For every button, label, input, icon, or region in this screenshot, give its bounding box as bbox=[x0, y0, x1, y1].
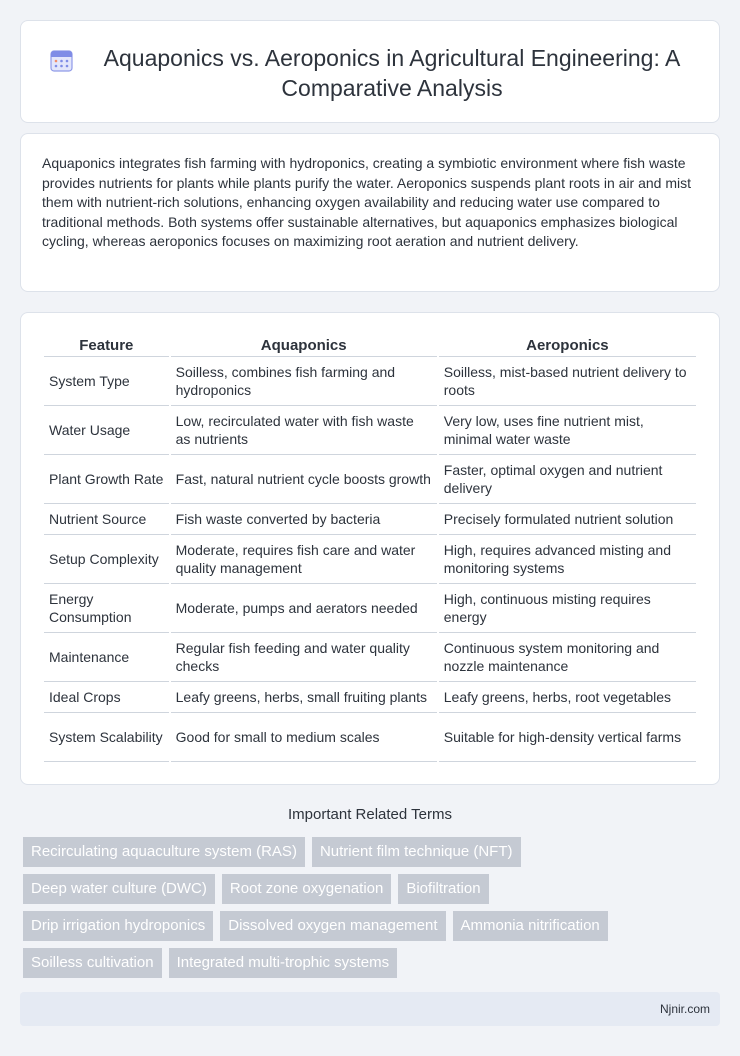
footer-site-link[interactable]: Njnir.com bbox=[659, 1002, 710, 1016]
title-card bbox=[20, 20, 720, 123]
comparison-table-card bbox=[20, 312, 720, 785]
table-cell: Continuous system monitoring and nozzle maintenance bbox=[439, 633, 696, 682]
table-cell: High, requires advanced misting and monitoring systems bbox=[439, 535, 696, 584]
table-header-row bbox=[44, 333, 696, 357]
table-cell: Fast, natural nutrient cycle boosts growth bbox=[171, 455, 437, 504]
table-cell: High, continuous misting requires energy bbox=[439, 584, 696, 633]
intro-card bbox=[20, 133, 720, 292]
table-cell: Very low, uses fine nutrient mist, minimal water waste bbox=[439, 406, 696, 455]
calendar-grid-icon bbox=[49, 48, 74, 73]
term-tag[interactable]: Recirculating aquaculture system (RAS) bbox=[23, 837, 305, 867]
table-row bbox=[44, 633, 696, 682]
header-aquaponics: Aquaponics bbox=[171, 333, 437, 357]
related-terms-tags bbox=[23, 837, 723, 985]
table-row bbox=[44, 682, 696, 713]
term-tag[interactable]: Drip irrigation hydroponics bbox=[23, 911, 213, 941]
tag-row bbox=[23, 911, 723, 941]
table-row bbox=[44, 357, 696, 406]
table-cell: Setup Complexity bbox=[44, 535, 169, 584]
table-cell: Low, recirculated water with fish waste as nutrients bbox=[171, 406, 437, 455]
table-row bbox=[44, 713, 696, 762]
table-cell: Nutrient Source bbox=[44, 504, 169, 535]
table-cell: Fish waste converted by bacteria bbox=[171, 504, 437, 535]
table-row bbox=[44, 504, 696, 535]
table-cell: Leafy greens, herbs, small fruiting plants bbox=[171, 682, 437, 713]
table-cell: Moderate, requires fish care and water quality management bbox=[171, 535, 437, 584]
table-cell: Suitable for high-density vertical farms bbox=[439, 713, 696, 762]
table-cell: Energy Consumption bbox=[44, 584, 169, 633]
related-terms-title: Important Related Terms bbox=[288, 806, 452, 823]
table-cell: Regular fish feeding and water quality checks bbox=[171, 633, 437, 682]
table-cell: Precisely formulated nutrient solution bbox=[439, 504, 696, 535]
table-row bbox=[44, 406, 696, 455]
table-cell: Ideal Crops bbox=[44, 682, 169, 713]
footer bbox=[20, 992, 720, 1026]
table-cell: Plant Growth Rate bbox=[44, 455, 169, 504]
table-cell: Soilless, combines fish farming and hydroponics bbox=[171, 357, 437, 406]
page-title: Aquaponics vs. Aeroponics in Agricultural Engineering: A Comparative Analysis bbox=[103, 45, 681, 101]
term-tag[interactable]: Ammonia nitrification bbox=[453, 911, 608, 941]
comparison-table bbox=[42, 333, 698, 762]
term-tag[interactable]: Nutrient film technique (NFT) bbox=[312, 837, 521, 867]
table-cell: Moderate, pumps and aerators needed bbox=[171, 584, 437, 633]
term-tag[interactable]: Deep water culture (DWC) bbox=[23, 874, 215, 904]
header-feature: Feature bbox=[44, 333, 169, 357]
term-tag[interactable]: Biofiltration bbox=[398, 874, 488, 904]
table-cell: Good for small to medium scales bbox=[171, 713, 437, 762]
table-cell: System Scalability bbox=[44, 713, 169, 762]
tag-row bbox=[23, 874, 723, 904]
term-tag[interactable]: Root zone oxygenation bbox=[222, 874, 391, 904]
table-cell: System Type bbox=[44, 357, 169, 406]
term-tag[interactable]: Integrated multi-trophic systems bbox=[169, 948, 398, 978]
table-cell: Maintenance bbox=[44, 633, 169, 682]
table-row bbox=[44, 455, 696, 504]
table-cell: Faster, optimal oxygen and nutrient delivery bbox=[439, 455, 696, 504]
tag-row bbox=[23, 837, 723, 867]
tag-row bbox=[23, 948, 723, 978]
term-tag[interactable]: Soilless cultivation bbox=[23, 948, 162, 978]
term-tag[interactable]: Dissolved oxygen management bbox=[220, 911, 445, 941]
table-row bbox=[44, 584, 696, 633]
intro-paragraph: Aquaponics integrates fish farming with hydroponics, creating a symbiotic environment where fish waste provides nutrients for plants while plants purify the water. Aeroponics suspends plant roots in air and mist them with nutrient-rich solutions, enhancing oxygen availability and reducing water use compared to traditional methods. Both systems offer sustainable alternatives, but aquaponics emphasizes biological cycling, whereas aeroponics focuses on maximizing root aeration and nutrient delivery. bbox=[42, 155, 692, 249]
header-aeroponics: Aeroponics bbox=[439, 333, 696, 357]
table-cell: Leafy greens, herbs, root vegetables bbox=[439, 682, 696, 713]
table-cell: Soilless, mist-based nutrient delivery to roots bbox=[439, 357, 696, 406]
table-cell: Water Usage bbox=[44, 406, 169, 455]
table-row bbox=[44, 535, 696, 584]
